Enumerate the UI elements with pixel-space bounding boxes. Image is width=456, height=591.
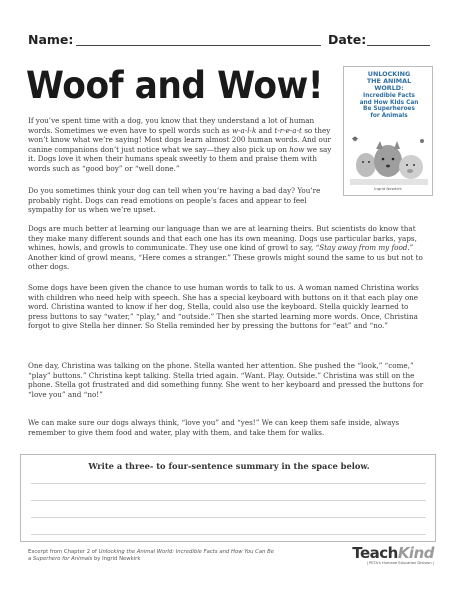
italic-text: how — [289, 144, 305, 154]
date-label: Date: — [328, 32, 367, 47]
text-run: Do you sometimes think your dog can tell when you’re having a bad day? You’re probably right. Dogs can read emotions on people’s faces and appear to feel sympathy for us when we’re upset. — [28, 186, 321, 214]
logo-wordmark: TeachKind — [352, 544, 434, 562]
name-field-line[interactable] — [76, 45, 321, 46]
text-run: so they won’t know what we’re saying! Most dogs learn almost 200 human words. And our canine companions don’t just notice what we say—they also pick up on — [28, 125, 331, 154]
teachkind-logo — [350, 544, 434, 574]
book-cover — [343, 66, 433, 196]
paragraph — [28, 186, 333, 215]
summary-box — [20, 454, 436, 542]
date-field-line[interactable] — [367, 45, 430, 46]
text-run: we say it. Dogs love it when their humans speak sweetly to them and praise them with words such as “good boy” or “well done.” — [28, 144, 332, 173]
summary-prompt: Write a three- to four-sentence summary in the space below. — [88, 461, 370, 471]
text-run: Another kind of growl means, “Here comes a stranger.” These growls might sound the same to us but not to other dogs. — [28, 252, 423, 271]
paragraph — [28, 361, 428, 399]
text-run: Dogs are much better at learning our language than we are at learning theirs. But scientists do know that they make many different sounds and that each one has its own meaning. Dogs use particular barks, yaps, whines, howls, and growls to communicate. They use one kind of growl to say, — [28, 224, 417, 252]
name-date-header — [28, 32, 430, 48]
text-run: by Ingrid Newkirk — [92, 556, 141, 563]
text-run: Excerpt from Chapter 2 of — [28, 549, 99, 555]
paragraph — [28, 418, 428, 437]
italic-text: w-a-l-k — [231, 125, 257, 135]
italic-text: “Stay away from my food.” — [315, 243, 414, 252]
paragraph — [28, 283, 428, 331]
text-run: If you’ve spent time with a dog, you know that they understand a lot of human words. Sometimes we even have to spell words such as — [28, 116, 315, 135]
summary-writing-line[interactable] — [31, 483, 426, 484]
page-title: Woof and Wow! — [26, 64, 324, 107]
paragraph — [28, 224, 428, 272]
name-label: Name: — [28, 32, 74, 47]
animals-illustration — [350, 135, 428, 185]
paragraph — [28, 116, 333, 173]
logo-tagline: | PETA’s Humane Education Division | — [366, 561, 434, 565]
summary-writing-line[interactable] — [31, 534, 426, 535]
excerpt-credit — [28, 549, 278, 563]
text-run: One day, Christina was talking on the phone. Stella wanted her attention. She pushed the “look,” “come,” “play” buttons.” Christina kept talking. Stella tried again. “Want. Play. Outside.” Christina was still on the phone. Stella got frustrated and did something funny. She went to her keyboard and pressed the buttons for “love you” and “no!” — [28, 361, 424, 399]
text-run: We can make sure our dogs always think, “love you” and “yes!” We can keep them safe inside, always remember to give them food and water, play with them, and take them for walks. — [28, 418, 400, 437]
summary-writing-line[interactable] — [31, 517, 426, 518]
italic-text: Unlocking the Animal World: Incredible Facts and How You Can Be a Superhero for Animals — [28, 549, 275, 563]
book-title: UNLOCKING THE ANIMAL WORLD: — [366, 70, 412, 93]
summary-writing-line[interactable] — [31, 500, 426, 501]
italic-text: t-r-e-a-t — [274, 125, 302, 135]
text-run: and — [256, 125, 275, 135]
text-run: Some dogs have been given the chance to use human words to talk to us. A woman named Christina works with children who need help with speech. She has a special keyboard with buttons on it that each play one word. Christina wanted to know if her dog, Stella, could also use the keyboard. Stella quickly learned to press buttons to say “water,” “play,” and “outside.” Then she started learning more words. Once, Christina forgot to give Stella her dinner. So Stella reminded her by pressing the buttons for “eat” and “no.” — [28, 283, 419, 330]
book-subtitle: Incredible Facts and How Kids Can Be Superheroes for Animals — [359, 93, 419, 119]
book-author: Ingrid Newkirk — [374, 186, 402, 191]
